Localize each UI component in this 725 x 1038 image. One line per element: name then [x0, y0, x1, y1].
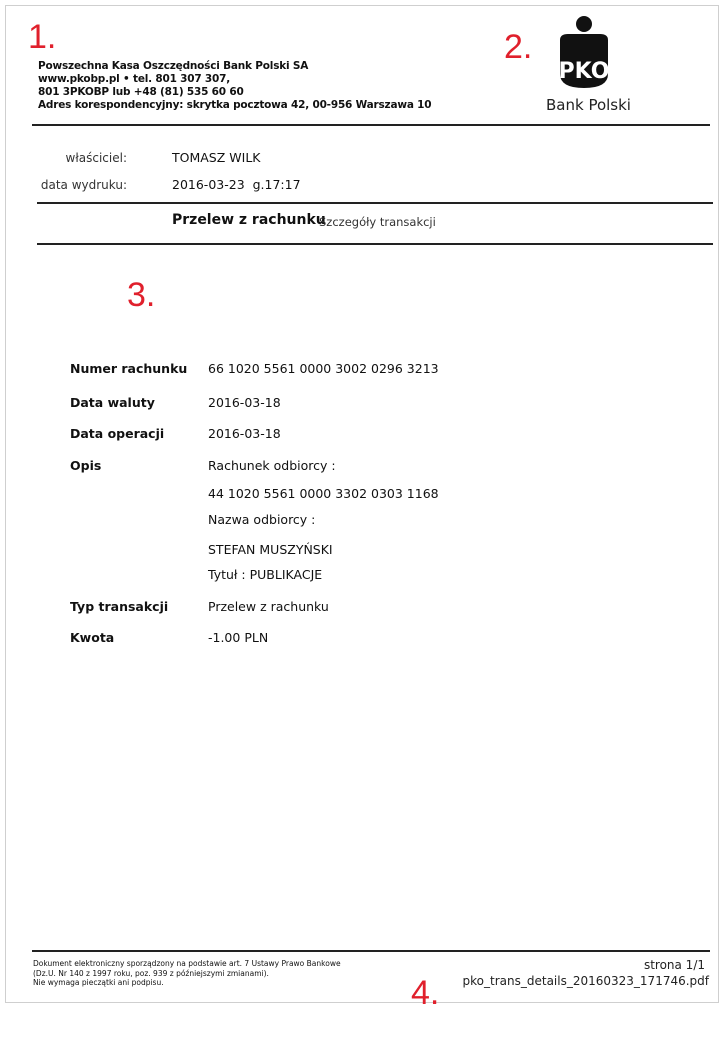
marker-3: 3.: [127, 276, 156, 314]
description-line: Tytuł : PUBLIKACJE: [208, 567, 323, 582]
marker-1: 1.: [28, 18, 57, 56]
amount-label: Kwota: [70, 630, 115, 645]
header-divider: [32, 124, 710, 126]
description-line: Nazwa odbiorcy :: [208, 512, 316, 527]
logo-lettering: PKO: [558, 59, 610, 84]
address-line: 801 3PKOBP lub +48 (81) 535 60 60: [38, 86, 244, 98]
page-indicator: strona 1/1: [643, 958, 705, 972]
owner-label: właściciel:: [65, 151, 127, 165]
section-subtitle: Szczegóły transakcji: [319, 215, 436, 229]
owner-value: TOMASZ WILK: [172, 150, 261, 165]
section-divider: [37, 243, 713, 245]
description-line: STEFAN MUSZYŃSKI: [208, 542, 333, 557]
value-date-label: Data waluty: [70, 395, 155, 410]
file-name: pko_trans_details_20160323_171746.pdf: [462, 974, 709, 988]
marker-2: 2.: [504, 28, 533, 66]
print-date-label: data wydruku:: [40, 178, 127, 192]
legal-line: (Dz.U. Nr 140 z 1997 roku, poz. 939 z późniejszymi zmianami).: [33, 968, 269, 978]
account-number-label: Numer rachunku: [70, 361, 188, 376]
operation-date-value: 2016-03-18: [208, 426, 281, 441]
description-label: Opis: [70, 458, 102, 473]
bank-address-block: [38, 60, 431, 112]
account-number-value: 66 1020 5561 0000 3002 0296 3213: [208, 361, 439, 376]
transaction-type-label: Typ transakcji: [70, 599, 169, 614]
footer-divider: [32, 950, 710, 952]
section-title: Przelew z rachunku: [172, 212, 326, 228]
bank-name: Bank Polski: [546, 96, 631, 114]
value-date-value: 2016-03-18: [208, 395, 281, 410]
description-line: Rachunek odbiorcy :: [208, 458, 336, 473]
description-line: 44 1020 5561 0000 3302 0303 1168: [208, 486, 439, 501]
marker-4: 4.: [411, 974, 440, 1012]
address-line: Adres korespondencyjny: skrytka pocztowa 42, 00-956 Warszawa 10: [38, 99, 432, 111]
print-date-value: 2016-03-23 g.17:17: [172, 177, 301, 192]
meta-divider: [37, 202, 713, 204]
amount-value: -1.00 PLN: [208, 630, 269, 645]
transaction-type-value: Przelew z rachunku: [208, 599, 329, 614]
legal-line: Dokument elektroniczny sporządzony na podstawie art. 7 Ustawy Prawo Bankowe: [33, 959, 341, 968]
address-line: www.pkobp.pl • tel. 801 307 307,: [38, 73, 231, 85]
address-line: Powszechna Kasa Oszczędności Bank Polski SA: [38, 60, 309, 72]
legal-notice: [33, 959, 413, 988]
operation-date-label: Data operacji: [70, 426, 165, 441]
legal-line: Nie wymaga pieczątki ani podpisu.: [33, 978, 164, 987]
